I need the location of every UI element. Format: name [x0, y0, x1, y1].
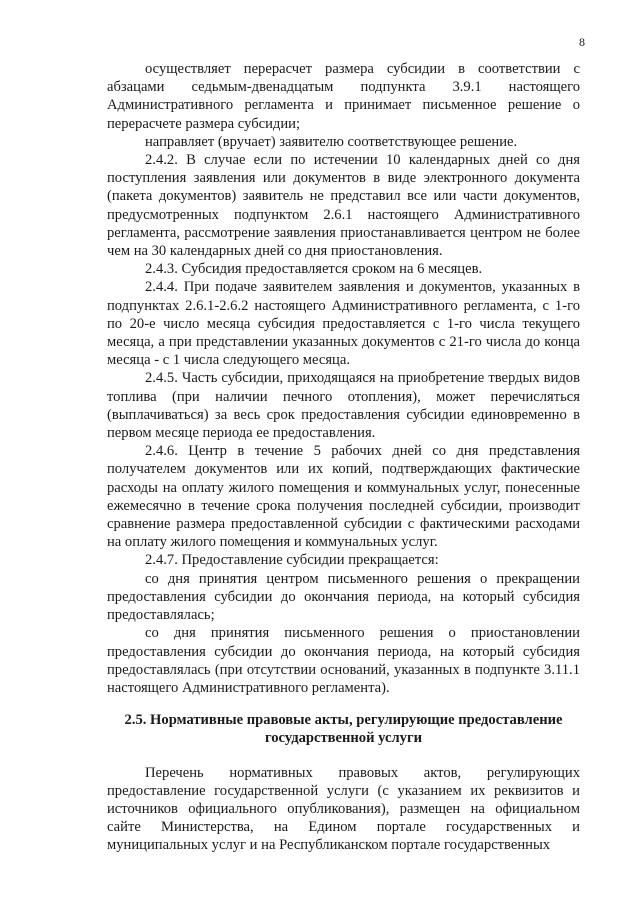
paragraph-2-4-6: 2.4.6. Центр в течение 5 рабочих дней со дня представления получателем документов или их копий, подтверждающих фактические расходы на оплату жилого помещения и коммунальных услуг, понесенные ежемесячно в течение срока получения последней субсидии, производит сравнение размера предоставленной субсидии с фактическими расходами на оплату жилого помещения и коммунальных услуг.	[107, 443, 580, 551]
page-number: 8	[579, 35, 585, 49]
paragraph-send-decision: направляет (вручает) заявителю соответствующее решение.	[145, 133, 518, 150]
paragraph-2-4-3: 2.4.3. Субсидия предоставляется сроком на 6 месяцев.	[145, 261, 483, 278]
section-heading-2-5: 2.5. Нормативные правовые акты, регулирующие предоставление государственной услуги	[124, 712, 563, 747]
paragraph-2-4-5: 2.4.5. Часть субсидии, приходящаяся на приобретение твердых видов топлива (при наличии печного отопления), может перечисляться (выплачиваться) за весь срок предоставления субсидии единовременно в первом месяце периода ее предоставления.	[107, 370, 580, 442]
paragraph-recalculation: осуществляет перерасчет размера субсидии в соответствии с абзацами седьмым-двенадцатым подпункта 3.9.1 настоящего Административного регламента и принимает письменное решение о перерасчете размера субсидии;	[107, 61, 580, 132]
paragraph-2-4-4: 2.4.4. При подаче заявителем заявления и документов, указанных в подпунктах 2.6.1-2.6.2 настоящего Административного регламента, с 1-го по 20-е число месяца субсидия предоставляется с 1-го числа текущего месяца, а при представлении указанных документов с 21-го числа до конца месяца - с 1 числа следующего месяца.	[107, 279, 580, 369]
document-body	[107, 60, 580, 855]
paragraph-termination-decision: со дня принятия центром письменного решения о прекращении предоставления субсидии до окончания периода, на который субсидия предоставлялась;	[107, 570, 580, 624]
paragraph-suspension-decision: со дня принятия письменного решения о приостановлении предоставления субсидии до окончания периода, на который субсидия предоставлялась (при отсутствии оснований, указанных в подпункте 3.11.1 настоящего Административного регламента).	[107, 625, 580, 696]
paragraph-legal-acts-list: Перечень нормативных правовых актов, регулирующих предоставление государственной услуги (с указанием их реквизитов и источников официального опубликования), размещен на официальном сайте Министерства, на Едином портале государственных и муниципальных услуг и на Республиканском портале государственных	[107, 764, 580, 854]
paragraph-2-4-7: 2.4.7. Предоставление субсидии прекращается:	[145, 552, 439, 569]
paragraph-2-4-2: 2.4.2. В случае если по истечении 10 календарных дней со дня поступления заявления или документов в виде электронного документа (пакета документов) заявитель не представил все или части документов, предусмотренных подпунктом 2.6.1 настоящего Административного регламента, рассмотрение заявления приостанавливается центром не более чем на 30 календарных дней со дня приостановления.	[107, 152, 580, 260]
